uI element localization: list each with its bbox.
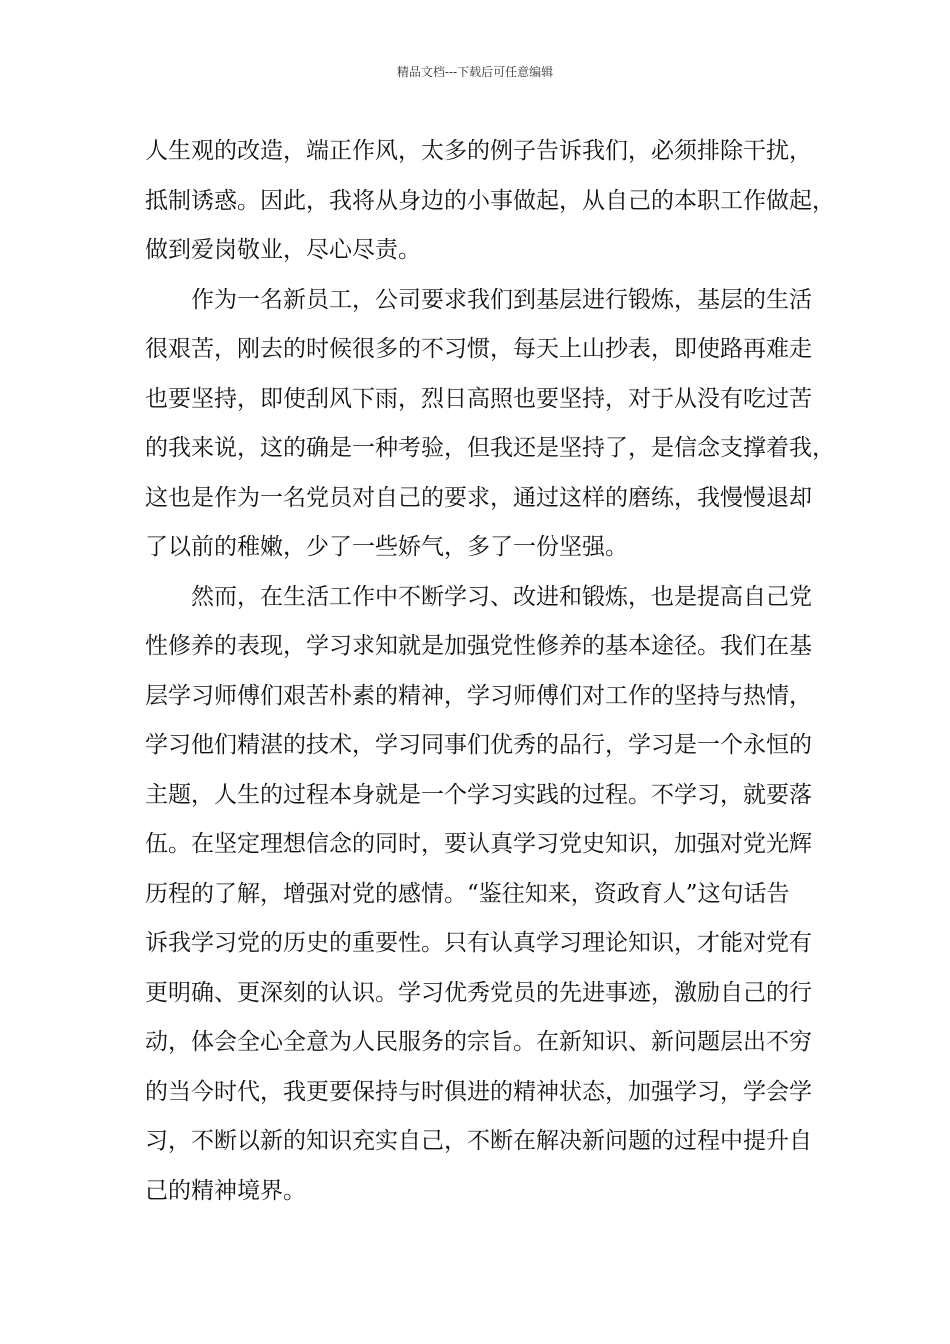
- paragraph-2-line-1: 作为一名新员工，公司要求我们到基层进行锻炼，基层的生活: [191, 286, 812, 313]
- paragraph-3-line-2: 性修养的表现，学习求知就是加强党性修养的基本途径。我们在基: [145, 633, 812, 659]
- paragraph-2-line-6: 了以前的稚嫩，少了一些娇气，多了一份坚强。: [145, 534, 628, 560]
- paragraph-3-line-7: 历程的了解，增强对党的感情。“鉴往知来，资政育人”这句话告: [145, 880, 790, 907]
- paragraph-3-line-5: 主题，人生的过程本身就是一个学习实践的过程。不学习，就要落: [145, 781, 812, 808]
- paragraph-2-line-4: 的我来说，这的确是一种考验，但我还是坚持了，是信念支撑着我，: [145, 435, 835, 461]
- paragraph-3-line-8: 诉我学习党的历史的重要性。只有认真学习理论知识，才能对党有: [145, 930, 812, 956]
- paragraph-2-line-2: 很艰苦，刚去的时候很多的不习惯，每天上山抄表，即使路再难走: [145, 336, 812, 362]
- paragraph-3-line-1: 然而，在生活工作中不断学习、改进和锻炼，也是提高自己党: [191, 583, 812, 610]
- paragraph-1-line-1: 人生观的改造，端正作风，太多的例子告诉我们，必须排除干扰，: [145, 138, 812, 164]
- paragraph-1-line-3: 做到爱岗敬业，尽心尽责。: [145, 237, 421, 263]
- paragraph-3-line-3: 层学习师傅们艰苦朴素的精神，学习师傅们对工作的坚持与热情，: [145, 682, 812, 709]
- paragraph-3-line-4: 学习他们精湛的技术，学习同事们优秀的品行，学习是一个永恒的: [145, 732, 812, 758]
- paragraph-2-line-5: 这也是作为一名党员对自己的要求，通过这样的磨练，我慢慢退却: [145, 484, 812, 511]
- paragraph-3-line-12: 习，不断以新的知识充实自己，不断在解决新问题的过程中提升自: [145, 1128, 812, 1154]
- paragraph-3-line-10: 动，体会全心全意为人民服务的宗旨。在新知识、新问题层出不穷: [145, 1029, 812, 1055]
- paragraph-3-line-11: 的当今时代，我更要保持与时俱进的精神状态，加强学习，学会学: [145, 1078, 812, 1105]
- page-header: 精品文档---下载后可任意编辑: [396, 65, 554, 79]
- paragraph-3-line-13: 己的精神境界。: [145, 1177, 306, 1204]
- paragraph-3-line-6: 伍。在坚定理想信念的同时，要认真学习党史知识，加强对党光辉: [145, 831, 812, 857]
- paragraph-1-line-2: 抵制诱惑。因此，我将从身边的小事做起，从自己的本职工作做起，: [145, 187, 835, 214]
- paragraph-3-line-9: 更明确、更深刻的认识。学习优秀党员的先进事迹，激励自己的行: [145, 979, 812, 1006]
- document-body: [145, 127, 835, 1216]
- paragraph-2-line-3: 也要坚持，即使刮风下雨，烈日高照也要坚持，对于从没有吃过苦: [145, 385, 812, 412]
